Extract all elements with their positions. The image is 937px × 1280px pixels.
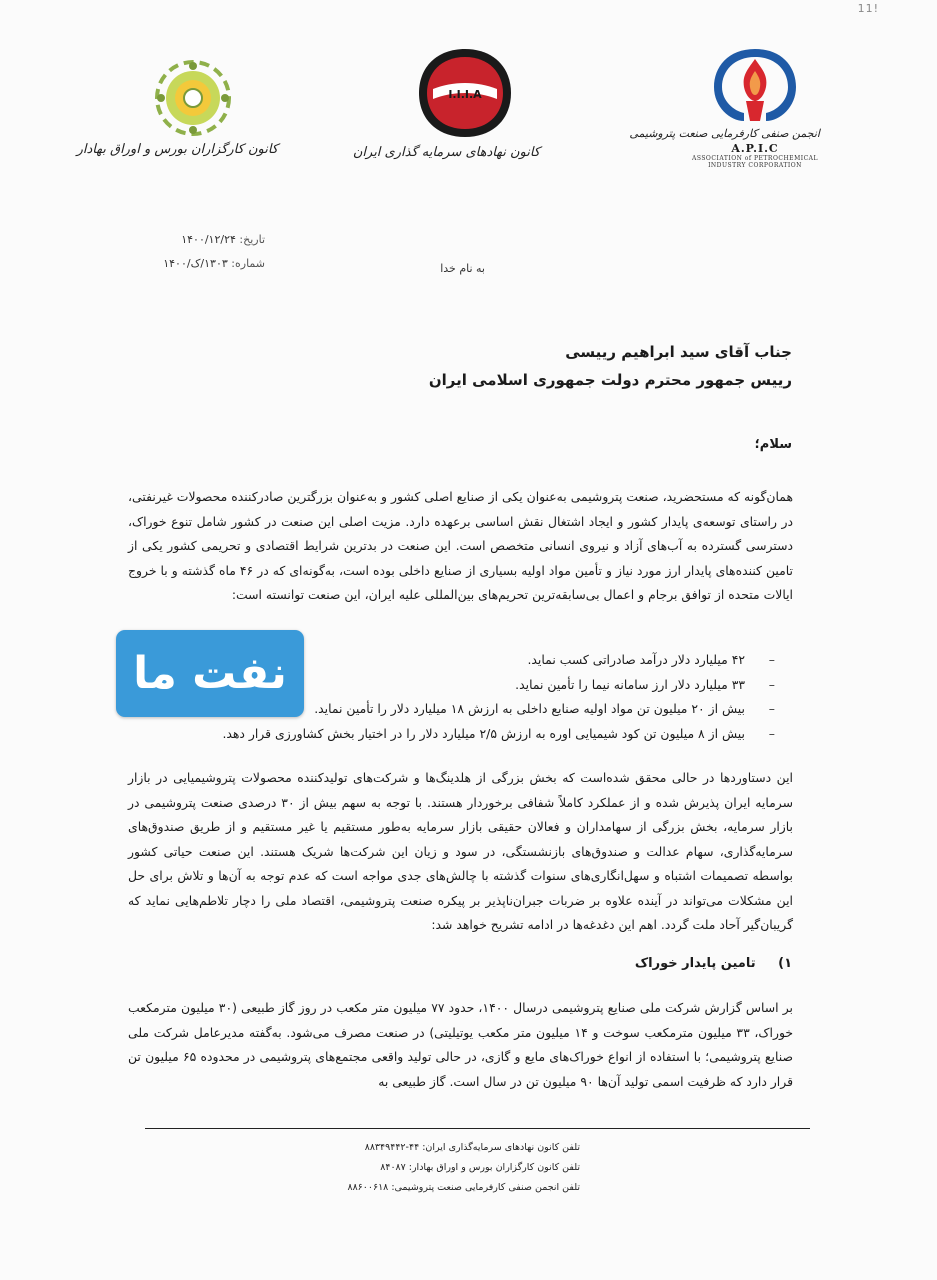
footer-line: تلفن انجمن صنفی کارفرمایی صنعت پتروشیمی: ۸۸۶۰۰۶۱۸ [347, 1182, 580, 1193]
seal-mark-text: I.I.I.A [448, 88, 482, 101]
right-logo-caption: انجمن صنفی کارفرمایی صنعت پتروشیمی [629, 127, 820, 140]
flame-torch-logo-icon [710, 45, 800, 123]
list-item: – ۳۳ میلیارد دلار ارز سامانه نیما را تأمین نماید. [190, 673, 775, 698]
addressee-name: جناب آقای سید ابراهیم رییسی [565, 343, 792, 361]
section-title: تامین پایدار خوراک [634, 956, 756, 971]
corner-mark: 11! [857, 2, 879, 15]
letter-meta [150, 228, 265, 276]
watermark-text: نفت ما [133, 647, 287, 699]
apic-sub-line1: ASSOCIATION of PETROCHEMICAL [691, 155, 818, 162]
footer-line: تلفن کانون کارگزاران بورس و اوراق بهادار: ۸۴۰۸۷ [380, 1162, 580, 1173]
left-logo-caption: کانون کارگزاران بورس و اوراق بهادار [76, 142, 278, 157]
section-heading [635, 956, 792, 971]
second-paragraph: این دستاوردها در حالی محقق شده‌است که بخش بزرگی از هلدینگ‌ها و شرکت‌های تولیدکننده محصولات پتروشیمیایی در بازار سرمایه ایران پذیرش شده و از عملکرد کاملاً شفافی برخوردار هستند. با توجه به سهم بیش از ۳۰ درصدی صنعت پتروشیمی در بازار سرمایه، بخش بزرگی از سهامداران و فعالان حقیقی بازار سرمایه به‌طور مستقیم یا غیر مستقیم و از طریق صندوق‌های سرمایه‌گذاری، سهام عدالت و صندوق‌های بازنشستگی، در سود و زیان این شرکت‌ها شریک هستند. این صنعت حیاتی کشور بواسطه تصمیمات اشتباه و سهل‌انگاری‌های سنوات گذشته با چالش‌های جدی مواجه است که عدم توجه به آن‌ها و تلاش برای حل این مشکلات می‌تواند در آینده علاوه بر ضربات جبران‌ناپذیر بر پیکره صنعت پتروشیمی، اقتصاد ملی را دچار تلاطم‌هایی نماید که گریبان‌گیر آحاد ملت گردد. اهم این دغدغه‌ها در ادامه تشریح خواهد شد: [128, 770, 793, 932]
intro-paragraph: همان‌گونه که مستحضرید، صنعت پتروشیمی به‌عنوان یکی از صنایع اصلی کشور و به‌عنوان بزرگترین صادرکننده محصولات غیرنفتی، در راستای توسعه‌ی پایدار کشور و ایجاد اشتغال نقش اساسی برعهده دارد. مزیت اصلی این صنعت در کشور شامل تنوع خوراک، دسترسی گسترده به آب‌های آزاد و نیروی انسانی متخصص است. این صنعت در بدترین شرایط اقتصادی و تحریمی کشور یکی از تامین کننده‌های پایدار ارز مورد نیاز و تأمین مواد اولیه بسیاری از صنایع داخلی بوده است، به‌گونه‌ای که در ۴۶ ماه گذشته و با خروج ایالات متحده از توافق برجام و اعمال بی‌سابقه‌ترین تحریم‌های بین‌المللی علیه ایران، این صنعت توانسته است: [128, 489, 794, 602]
section1-paragraph: بر اساس گزارش شرکت ملی صنایع پتروشیمی درسال ۱۴۰۰، حدود ۷۷ میلیون متر مکعب در روز گاز طبیعی (۳۰ میلیون مترمکعب خوراک، ۳۳ میلیون مترمکعب سوخت و ۱۴ میلیون متر مکعب یوتیلیتی) در صنعت مصرف می‌شود. به‌گفته مدیرعامل شرکت ملی صنایع پتروشیمی؛ با استفاده از انواع خوراک‌های مایع و گازی، در حالی تولید واقعی مجتمع‌های پتروشیمی در محدوده ۶۵ میلیون تن قرار دارد که ظرفیت اسمی تولید آن‌ها ۹۰ میلیون تن در سال است. گاز طبیعی به [128, 1000, 794, 1089]
date-row [150, 228, 265, 252]
date-value: ۱۴۰۰/۱۲/۲۴ [181, 233, 236, 246]
apic-title: A.P.I.C [731, 142, 779, 155]
channel-watermark [116, 630, 304, 717]
number-value: ۱۳۰۳/ک/۱۴۰۰ [163, 257, 228, 270]
gear-circle-logo-icon [153, 58, 233, 138]
apic-logo [629, 45, 820, 169]
number-row [150, 252, 265, 276]
date-label: تاریخ: [239, 233, 265, 246]
list-item: – بیش از ۸ میلیون تن کود شیمیایی اوره به ارزش ۲/۵ میلیارد دلار را در اختیار بخش کشاورزی قرار دهد. [190, 722, 775, 747]
middle-logo-caption: کانون نهادهای سرمایه گذاری ایران [352, 145, 540, 160]
list-item: – بیش از ۲۰ میلیون تن مواد اولیه صنایع داخلی به ارزش ۱۸ میلیارد دلار را تأمین نماید. [190, 697, 775, 722]
basmala: به نام خدا [440, 262, 485, 275]
number-label: شماره: [231, 257, 265, 270]
apic-sub-line2: INDUSTRY CORPORATION [708, 162, 802, 169]
footer-contacts [250, 1138, 580, 1198]
salutation: سلام؛ [754, 437, 792, 452]
footer-line: تلفن کانون نهادهای سرمایه‌گذاری ایران: ۴۴-۸۸۳۴۹۴۴۲ [364, 1142, 580, 1153]
section-number: ۱) [778, 956, 792, 971]
red-seal-logo-icon [413, 45, 517, 141]
list-item: – ۴۲ میلیارد دلار درآمد صادراتی کسب نماید. [190, 648, 775, 673]
footer-divider [145, 1128, 810, 1129]
investment-institutions-logo [352, 45, 540, 160]
broker-association-logo [76, 58, 278, 157]
addressee-title: رییس جمهور محترم دولت جمهوری اسلامی ایران [428, 371, 792, 389]
